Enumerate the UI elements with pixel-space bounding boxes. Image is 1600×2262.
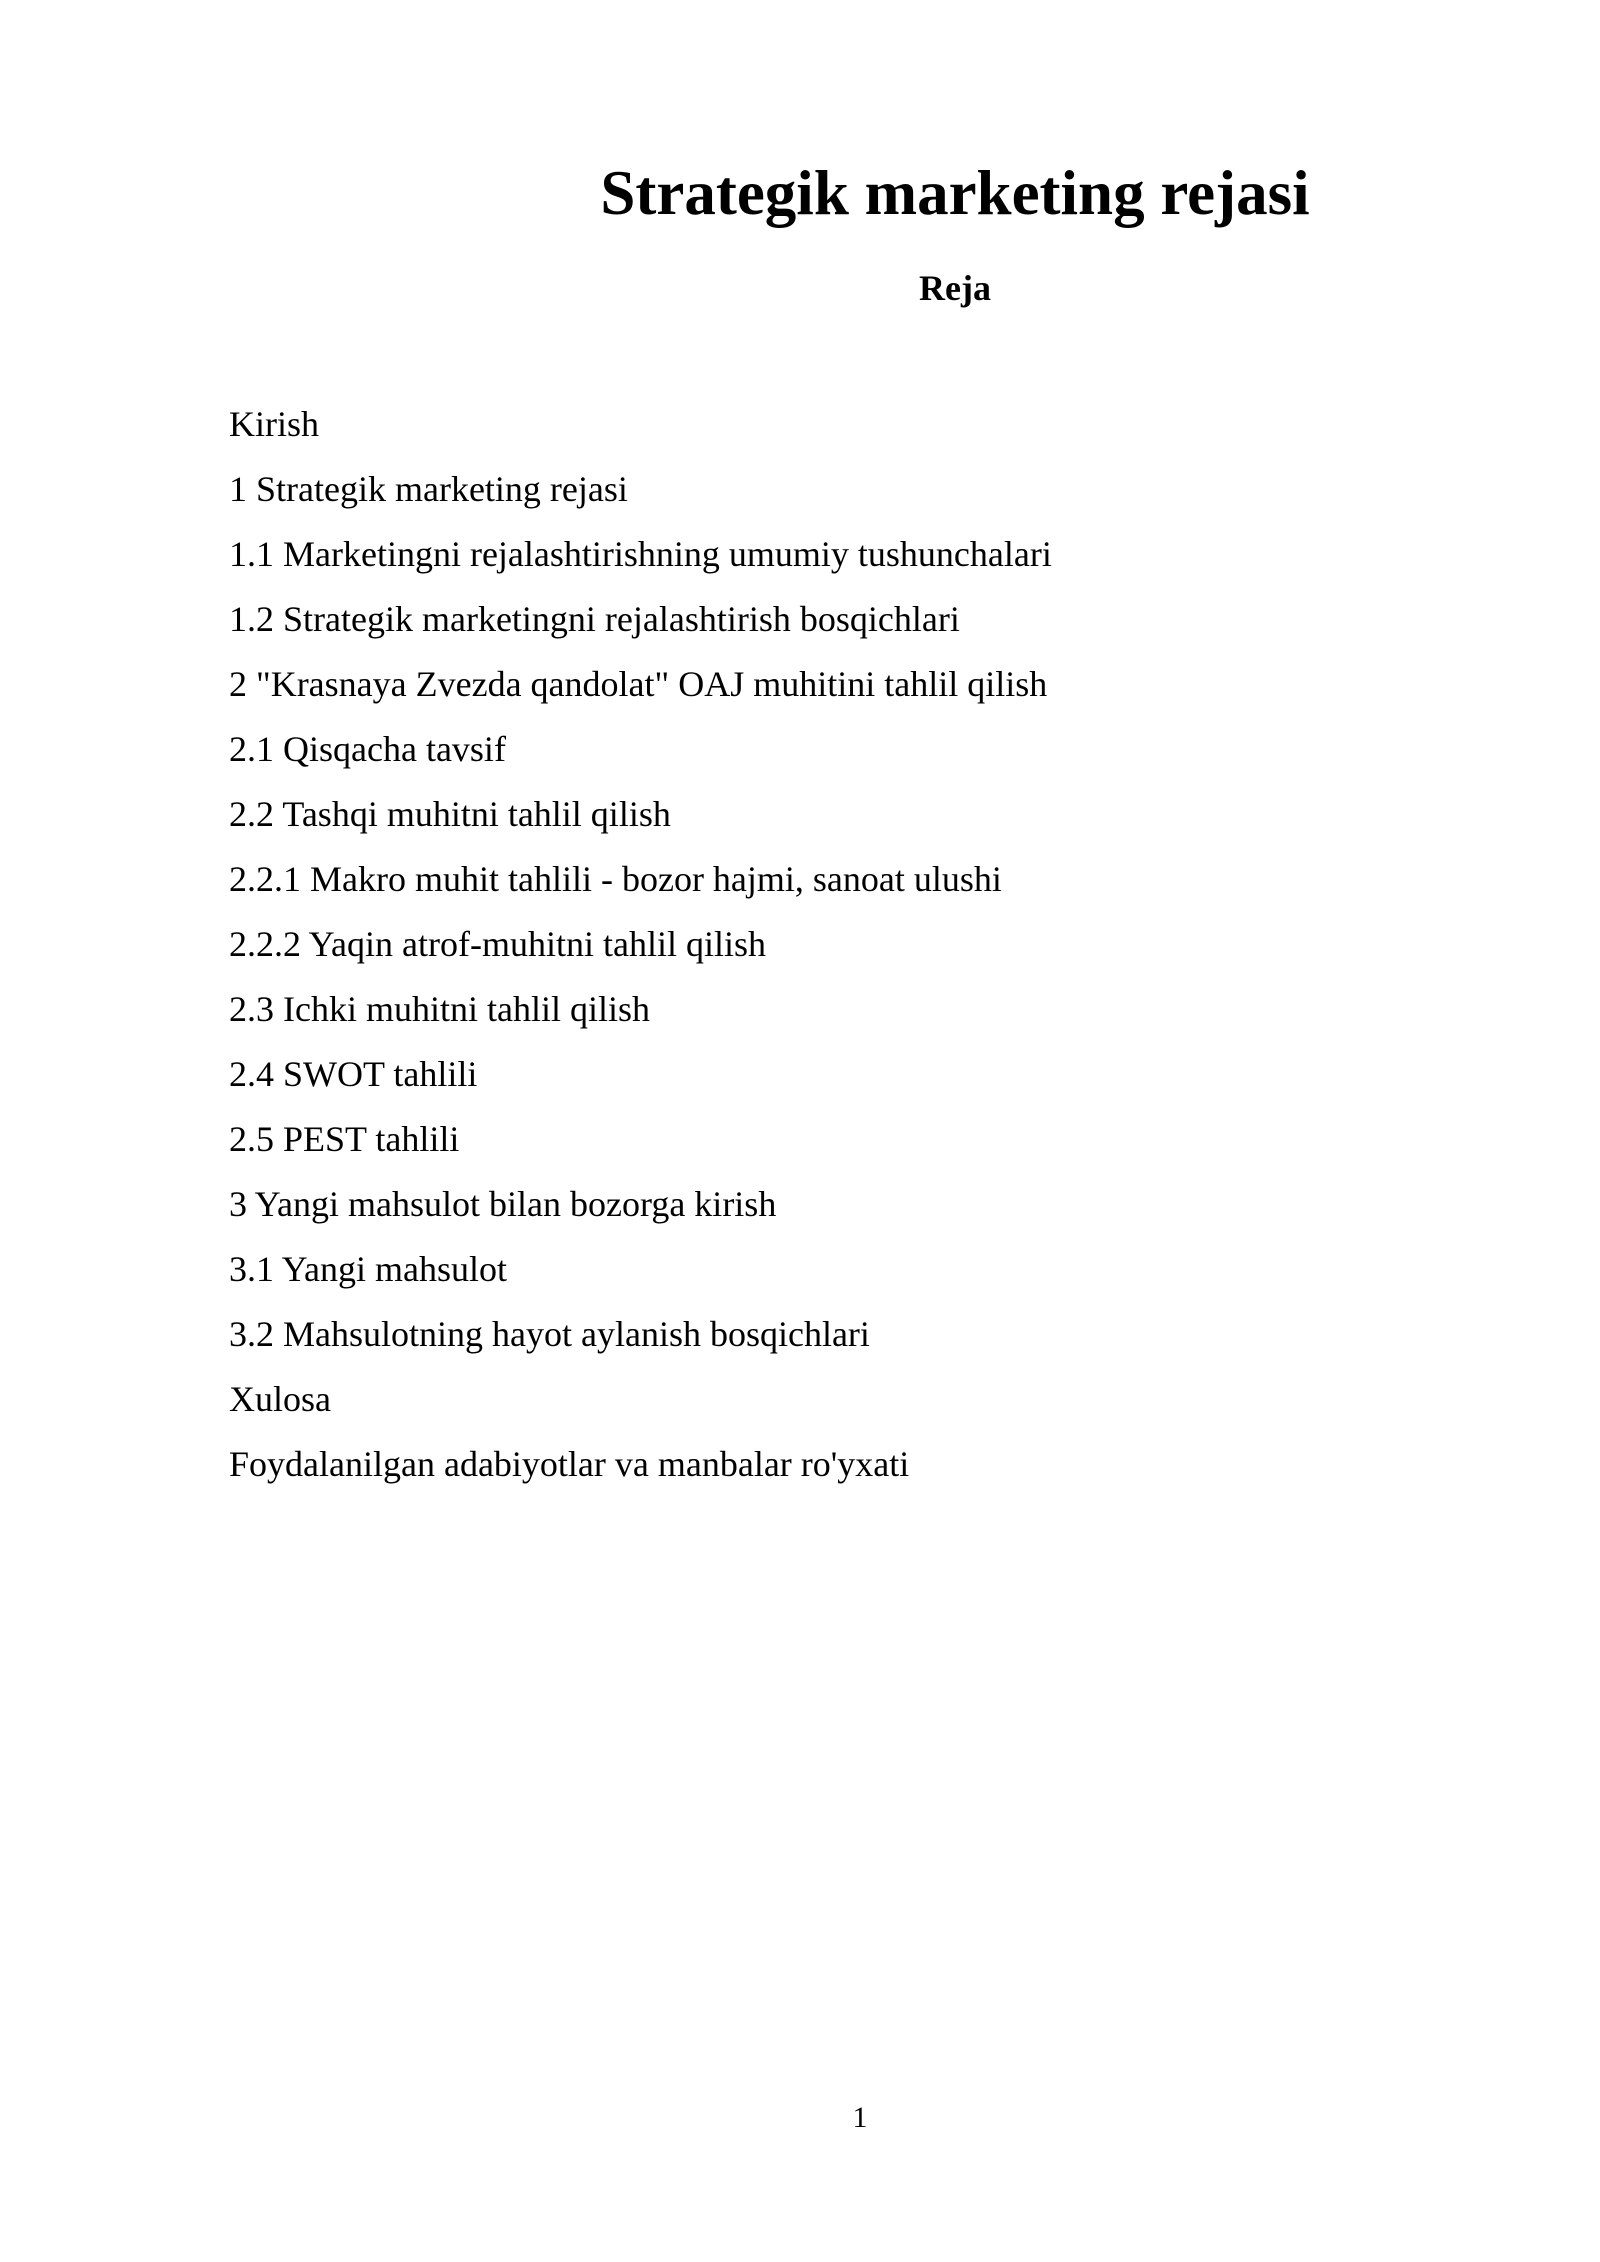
toc-item-section-2-2-2: 2.2.2 Yaqin atrof-muhitni tahlil qilish [229, 924, 766, 964]
toc-item-section-3-2: 3.2 Mahsulotning hayot aylanish bosqichlari [229, 1314, 870, 1354]
toc-item-section-1-2: 1.2 Strategik marketingni rejalashtirish bosqichlari [229, 599, 960, 639]
toc-item-section-2-5: 2.5 PEST tahlili [229, 1119, 460, 1159]
document-subtitle: Reja [919, 268, 991, 308]
toc-item-section-2-4: 2.4 SWOT tahlili [229, 1054, 478, 1094]
toc-item-section-3: 3 Yangi mahsulot bilan bozorga kirish [229, 1184, 777, 1224]
toc-item-section-2-3: 2.3 Ichki muhitni tahlil qilish [229, 989, 650, 1029]
document-title: Strategik marketing rejasi [600, 158, 1310, 228]
toc-item-section-2-1: 2.1 Qisqacha tavsif [229, 729, 506, 769]
toc-item-section-3-1: 3.1 Yangi mahsulot [229, 1249, 508, 1289]
toc-item-section-1-1: 1.1 Marketingni rejalashtirishning umumiy tushunchalari [229, 534, 1052, 574]
toc-item-conclusion: Xulosa [229, 1379, 331, 1419]
toc-item-section-1: 1 Strategik marketing rejasi [229, 469, 628, 509]
page-number: 1 [852, 2101, 868, 2134]
toc-item-section-2-2: 2.2 Tashqi muhitni tahlil qilish [229, 794, 671, 834]
toc-item-section-2: 2 "Krasnaya Zvezda qandolat" OAJ muhitini tahlil qilish [229, 664, 1048, 704]
toc-item-section-2-2-1: 2.2.1 Makro muhit tahlili - bozor hajmi, sanoat ulushi [229, 859, 1002, 899]
toc-item-introduction: Kirish [229, 404, 319, 444]
table-of-contents [229, 392, 1379, 1497]
toc-item-references: Foydalanilgan adabiyotlar va manbalar ro'yxati [229, 1444, 910, 1484]
